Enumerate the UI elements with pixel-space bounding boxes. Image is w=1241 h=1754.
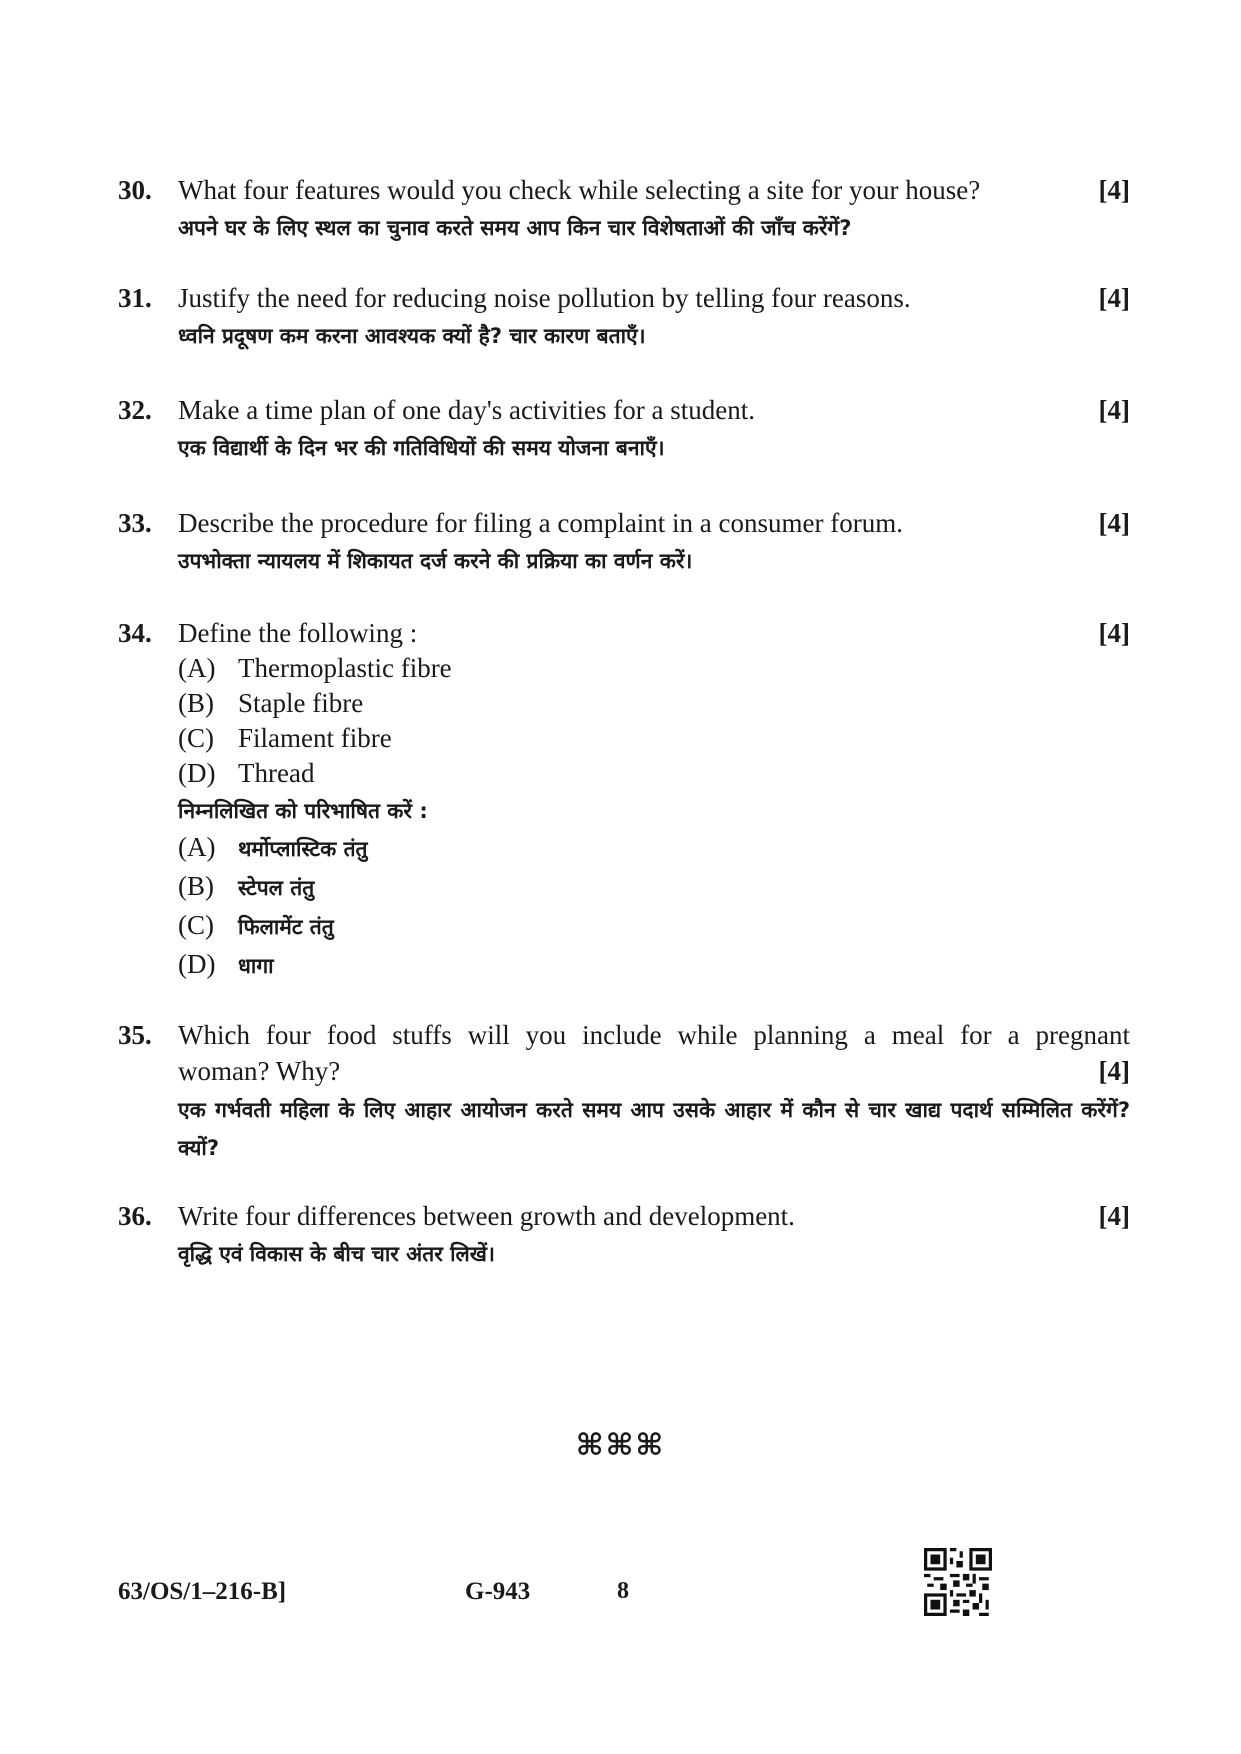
question-text-hi: निम्नलिखित को परिभाषित करें :	[178, 799, 428, 823]
option-text: Staple fibre	[238, 688, 364, 718]
question-text-en: Describe the procedure for filing a complaint in a consumer forum.	[178, 508, 903, 538]
question-number: 34.	[118, 618, 152, 648]
option-text: स्टेपल तंतु	[238, 876, 315, 900]
question-body	[178, 172, 1130, 246]
option-hi-b	[178, 868, 1130, 907]
marks: [4]	[1098, 618, 1130, 648]
option-label: (A)	[178, 653, 216, 683]
question-text-hi: एक विद्यार्थी के दिन भर की गतिविधियों की समय योजना बनाएँ।	[178, 436, 665, 460]
option-en-a	[178, 651, 1130, 686]
question-text-en: Write four differences between growth and development.	[178, 1201, 795, 1231]
question-line2	[178, 1053, 1130, 1089]
option-hi-d	[178, 946, 1130, 985]
marks: [4]	[1098, 508, 1130, 538]
option-text: Filament fibre	[238, 723, 392, 753]
footer-code: 63/OS/1–216-B]	[118, 1578, 287, 1605]
marks: [4]	[1098, 1056, 1130, 1086]
option-label: (C)	[178, 910, 214, 940]
option-text: Thermoplastic fibre	[238, 653, 452, 683]
question-number: 32.	[118, 395, 152, 425]
question-text-hi: अपने घर के लिए स्थल का चुनाव करते समय आप किन चार विशेषताओं की जाँच करेंगें?	[178, 216, 852, 240]
option-hi-a	[178, 829, 1130, 868]
question-text-en: Make a time plan of one day's activities for a student.	[178, 395, 755, 425]
qr-code-icon	[924, 1548, 992, 1616]
question-number: 31.	[118, 283, 152, 313]
question-text-hi: एक गर्भवती महिला के लिए आहार आयोजन करते समय आप उसके आहार में कौन से चार खाद्य पदार्थ सम्मिलित करेंगें? क्यों?	[178, 1098, 1130, 1160]
option-en-c	[178, 721, 1130, 756]
option-label: (C)	[178, 723, 214, 753]
question-number: 36.	[118, 1201, 152, 1231]
question-text-en-line1: Which four food stuffs will you include while planning a meal for a pregnant	[178, 1020, 1130, 1050]
option-hi-c	[178, 907, 1130, 946]
page-number: 8	[617, 1578, 629, 1604]
question-text-en-line2: woman? Why?	[178, 1056, 341, 1086]
option-en-d	[178, 756, 1130, 791]
option-en-b	[178, 686, 1130, 721]
option-label: (A)	[178, 832, 216, 862]
question-body	[178, 392, 1130, 466]
question-body	[178, 1198, 1130, 1272]
marks: [4]	[1098, 175, 1130, 205]
question-text-en: Define the following :	[178, 618, 418, 648]
question-number: 33.	[118, 508, 152, 538]
question-text-en: Justify the need for reducing noise pollution by telling four reasons.	[178, 283, 911, 313]
question-text-hi: ध्वनि प्रदूषण कम करना आवश्यक क्यों है? चार कारण बताएँ।	[178, 324, 646, 348]
option-label: (B)	[178, 871, 214, 901]
question-text-hi: वृद्धि एवं विकास के बीच चार अंतर लिखें।	[178, 1242, 495, 1266]
marks: [4]	[1098, 1201, 1130, 1231]
question-text-hi: उपभोक्ता न्यायलय में शिकायत दर्ज करने की प्रक्रिया का वर्णन करें।	[178, 549, 693, 573]
option-text: धागा	[238, 954, 274, 978]
option-label: (B)	[178, 688, 214, 718]
question-number: 35.	[118, 1020, 152, 1050]
question-number: 30.	[118, 175, 152, 205]
question-body	[178, 280, 1130, 354]
question-text-en: What four features would you check while selecting a site for your house?	[178, 175, 981, 205]
option-text: थर्मोप्लास्टिक तंतु	[238, 837, 368, 861]
option-label: (D)	[178, 949, 216, 979]
question-body	[178, 1017, 1130, 1167]
marks: [4]	[1098, 395, 1130, 425]
option-text: फिलामेंट तंतु	[238, 915, 334, 939]
marks: [4]	[1098, 283, 1130, 313]
option-text: Thread	[238, 758, 315, 788]
question-body	[178, 615, 1130, 985]
footer-series: G-943	[465, 1578, 531, 1605]
question-body	[178, 505, 1130, 579]
option-label: (D)	[178, 758, 216, 788]
end-separator: ⌘⌘⌘	[575, 1428, 666, 1463]
